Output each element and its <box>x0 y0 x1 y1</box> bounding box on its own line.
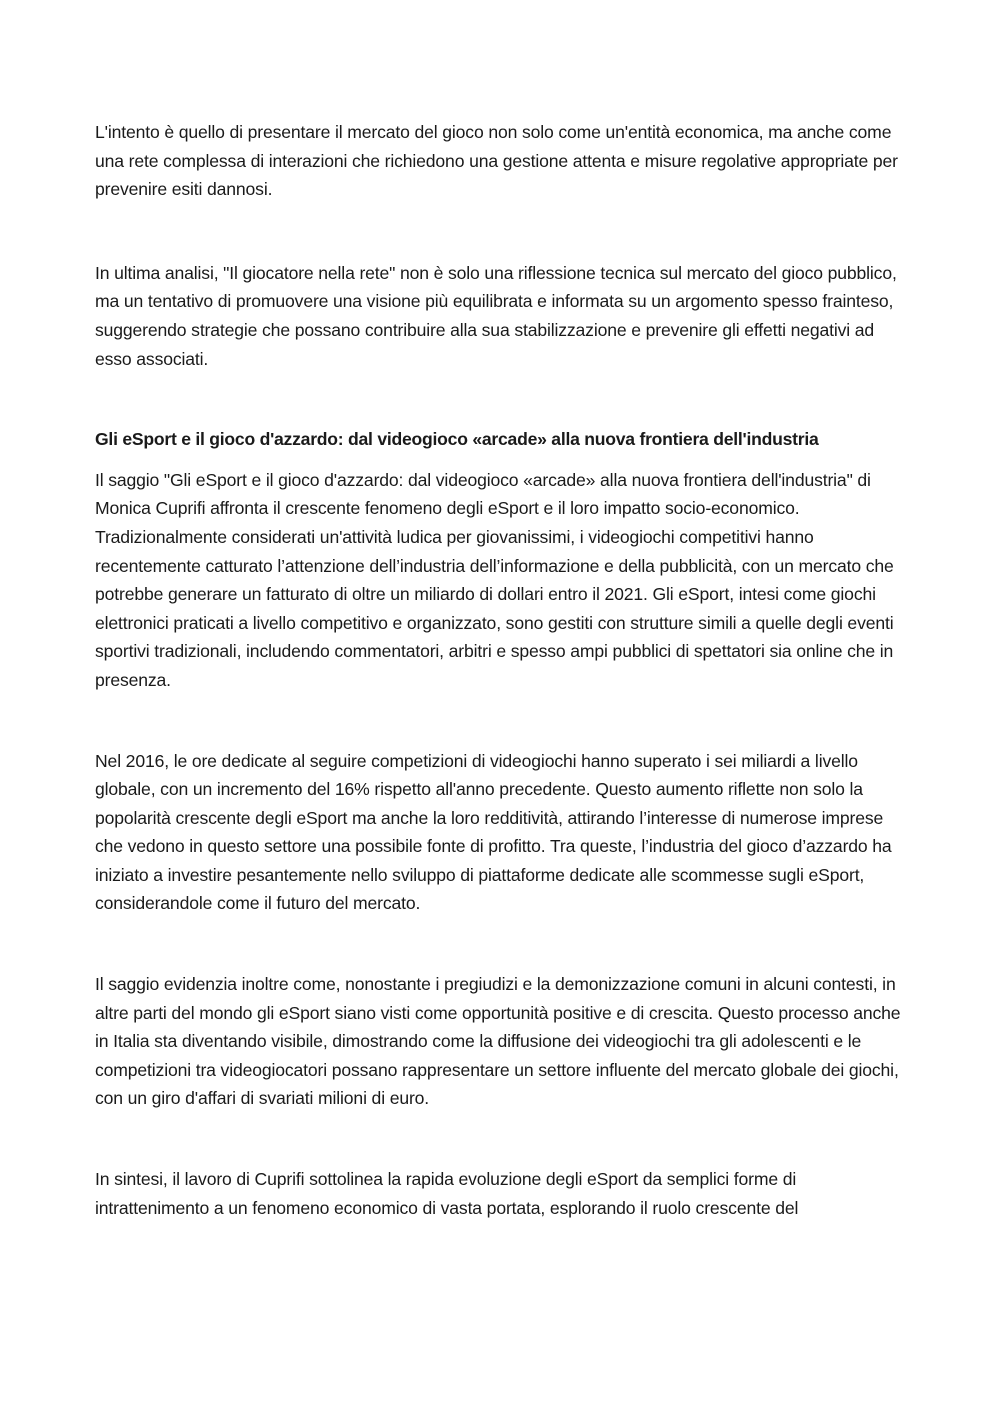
paragraph-esport-summary: In sintesi, il lavoro di Cuprifi sottolinea la rapida evoluzione degli eSport da semplici forme di intrattenimento a un fenomeno economico di vasta portata, esplorando il ruolo crescente del <box>95 1169 799 1218</box>
paragraph-conclusion: In ultima analisi, "Il giocatore nella rete" non è solo una riflessione tecnica sul mercato del gioco pubblico, ma un tentativo di promuovere una visione più equilibrata e informata su un argomento spesso frainteso, suggerendo strategie che possano contribuire alla sua stabilizzazione e prevenire gli effetti negativi ad esso associati. <box>95 262 897 369</box>
paragraph-intent: L'intento è quello di presentare il mercato del gioco non solo come un'entità economica, ma anche come una rete complessa di interazioni che richiedono una gestione attenta e misure regolative appropriate per prevenire esiti dannosi. <box>95 122 898 200</box>
document-page <box>95 118 910 1222</box>
section-heading: Gli eSport e il gioco d'azzardo: dal videogioco «arcade» alla nuova frontiera dell'industria <box>95 429 819 450</box>
paragraph-esport-intro: Il saggio "Gli eSport e il gioco d'azzardo: dal videogioco «arcade» alla nuova frontiera dell'industria" di Monica Cuprifi affronta il crescente fenomeno degli eSport e il loro impatto socio-economico. Tradizionalmente considerati un'attività ludica per giovanissimi, i videogiochi competitivi hanno recentemente catturato l’attenzione dell’industria dell’informazione e della pubblicità, con un mercato che potrebbe generare un fatturato di oltre un miliardo di dollari entro il 2021. Gli eSport, intesi come giochi elettronici praticati a livello competitivo e organizzato, sono gestiti con strutture simili a quelle degli eventi sportivi tradizionali, includendo commentatori, arbitri e spesso ampi pubblici di spettatori sia online che in presenza. <box>95 469 894 690</box>
paragraph-esport-2016: Nel 2016, le ore dedicate al seguire competizioni di videogiochi hanno superato i sei miliardi a livello globale, con un incremento del 16% rispetto all'anno precedente. Questo aumento riflette non solo la popolarità crescente degli eSport ma anche la loro redditività, attirando l’interesse di numerose imprese che vedono in questo settore una possibile fonte di profitto. Tra queste, l’industria del gioco d’azzardo ha iniziato a investire pesantemente nello sviluppo di piattaforme dedicate alle scommesse sugli eSport, considerandole come il futuro del mercato. <box>95 750 892 914</box>
paragraph-esport-italy: Il saggio evidenzia inoltre come, nonostante i pregiudizi e la demonizzazione comuni in alcuni contesti, in altre parti del mondo gli eSport siano visti come opportunità positive e di crescita. Questo processo anche in Italia sta diventando visibile, dimostrando come la diffusione dei videogiochi tra gli adolescenti e le competizioni tra videogiocatori possano rappresentare un settore influente del mercato globale dei giochi, con un giro d'affari di svariati milioni di euro. <box>95 974 901 1109</box>
